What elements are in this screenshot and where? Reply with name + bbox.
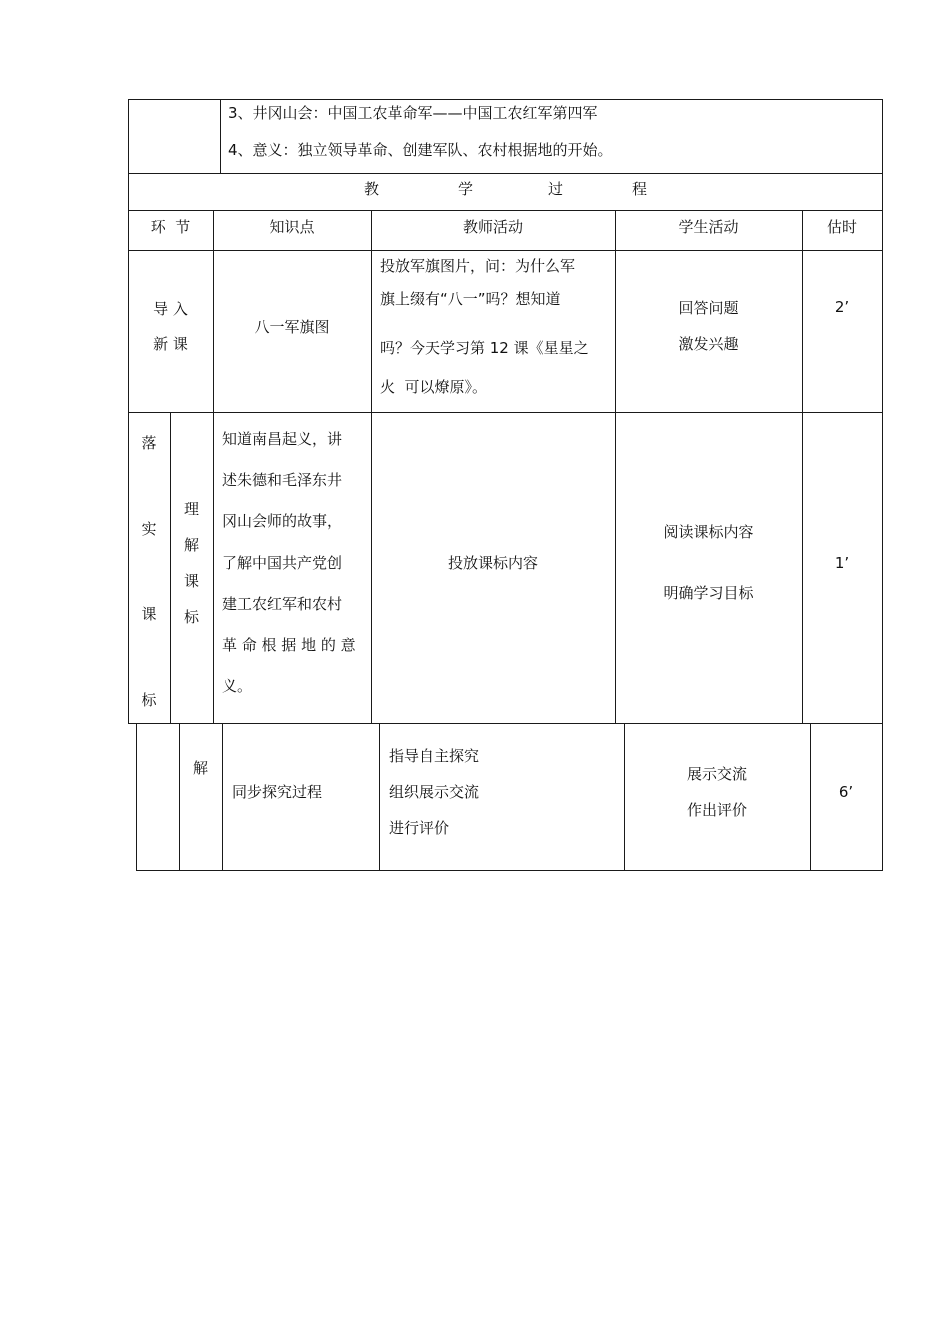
intro-teacher-line: 旗上缀有“八一”吗？想知道	[380, 290, 561, 308]
divider-stage-knowledge	[213, 210, 214, 724]
explore-time: 6’	[838, 783, 854, 801]
standard-knowledge-line: 了解中国共产党创	[222, 554, 343, 572]
heading-char: 教	[364, 180, 380, 198]
header-student: 学生活动	[678, 218, 739, 236]
standard-outer-char: 课	[141, 605, 157, 623]
border-right	[882, 99, 883, 871]
header-knowledge: 知识点	[269, 218, 315, 236]
header-time: 估时	[826, 218, 857, 236]
standard-knowledge-line: 义。	[222, 677, 253, 695]
summary-line-3: 3、井冈山会：中国工农革命军——中国工农红军第四军	[228, 104, 598, 122]
divider-explore-knowledge	[222, 723, 223, 871]
border-left-lower	[136, 723, 137, 871]
explore-teacher-line: 进行评价	[389, 819, 450, 837]
border-top	[128, 99, 883, 100]
rule-below-standard	[128, 723, 883, 724]
intro-teacher-line: 火 可以燎原》。	[380, 378, 488, 396]
intro-teacher-line: 吗？今天学习第 12 课《星星之	[380, 339, 589, 357]
intro-stage-line2: 新 课	[153, 335, 188, 353]
divider-explore-label	[179, 723, 180, 871]
heading-char: 程	[632, 180, 648, 198]
standard-inner-char: 理	[183, 500, 199, 518]
standard-student-line: 明确学习目标	[663, 584, 754, 602]
explore-knowledge: 同步探究过程	[232, 783, 323, 801]
intro-knowledge: 八一军旗图	[254, 318, 330, 336]
standard-teacher: 投放课标内容	[447, 554, 538, 572]
heading-char: 过	[548, 180, 564, 198]
summary-line-4: 4、意义：独立领导革命、创建军队、农村根据地的开始。	[228, 141, 613, 159]
divider-student-time	[802, 210, 803, 724]
border-left-upper	[128, 99, 129, 724]
rule-below-headers	[128, 250, 883, 251]
rule-below-summary	[128, 173, 883, 174]
standard-knowledge-line: 建工农红军和农村	[222, 595, 343, 613]
rule-below-intro	[128, 412, 883, 413]
explore-inner-label: 解	[192, 759, 208, 777]
divider-explore-teacher	[379, 723, 380, 871]
intro-student-line: 激发兴趣	[678, 335, 739, 353]
explore-student-line: 作出评价	[686, 801, 747, 819]
border-bottom	[136, 870, 883, 871]
standard-outer-char: 落	[141, 434, 157, 452]
standard-student-line: 阅读课标内容	[663, 523, 754, 541]
explore-teacher-line: 指导自主探究	[389, 747, 480, 765]
divider-teacher-student	[615, 210, 616, 724]
intro-stage-line1: 导 入	[153, 300, 188, 318]
standard-time: 1’	[834, 554, 850, 572]
header-stage: 环 节	[150, 218, 191, 236]
intro-time: 2’	[834, 298, 850, 316]
heading-char: 学	[458, 180, 474, 198]
intro-teacher-line: 投放军旗图片，问：为什么军	[380, 257, 576, 275]
divider-summary	[220, 99, 221, 174]
header-teacher: 教师活动	[462, 218, 523, 236]
standard-inner-char: 课	[183, 572, 199, 590]
standard-knowledge-line: 冈山会师的故事，	[222, 512, 343, 530]
standard-inner-char: 标	[183, 608, 199, 626]
standard-knowledge-line: 知道南昌起义，讲	[222, 430, 343, 448]
rule-below-process	[128, 210, 883, 211]
divider-knowledge-teacher	[371, 210, 372, 724]
standard-knowledge-line: 述朱德和毛泽东井	[222, 471, 343, 489]
divider-explore-student	[624, 723, 625, 871]
standard-inner-char: 解	[183, 536, 199, 554]
standard-knowledge-line: 革 命 根 据 地 的 意	[222, 636, 356, 654]
standard-outer-char: 实	[141, 520, 157, 538]
standard-outer-char: 标	[141, 691, 157, 709]
intro-student-line: 回答问题	[678, 299, 739, 317]
explore-student-line: 展示交流	[686, 765, 747, 783]
divider-standard-label	[170, 412, 171, 724]
explore-teacher-line: 组织展示交流	[389, 783, 480, 801]
